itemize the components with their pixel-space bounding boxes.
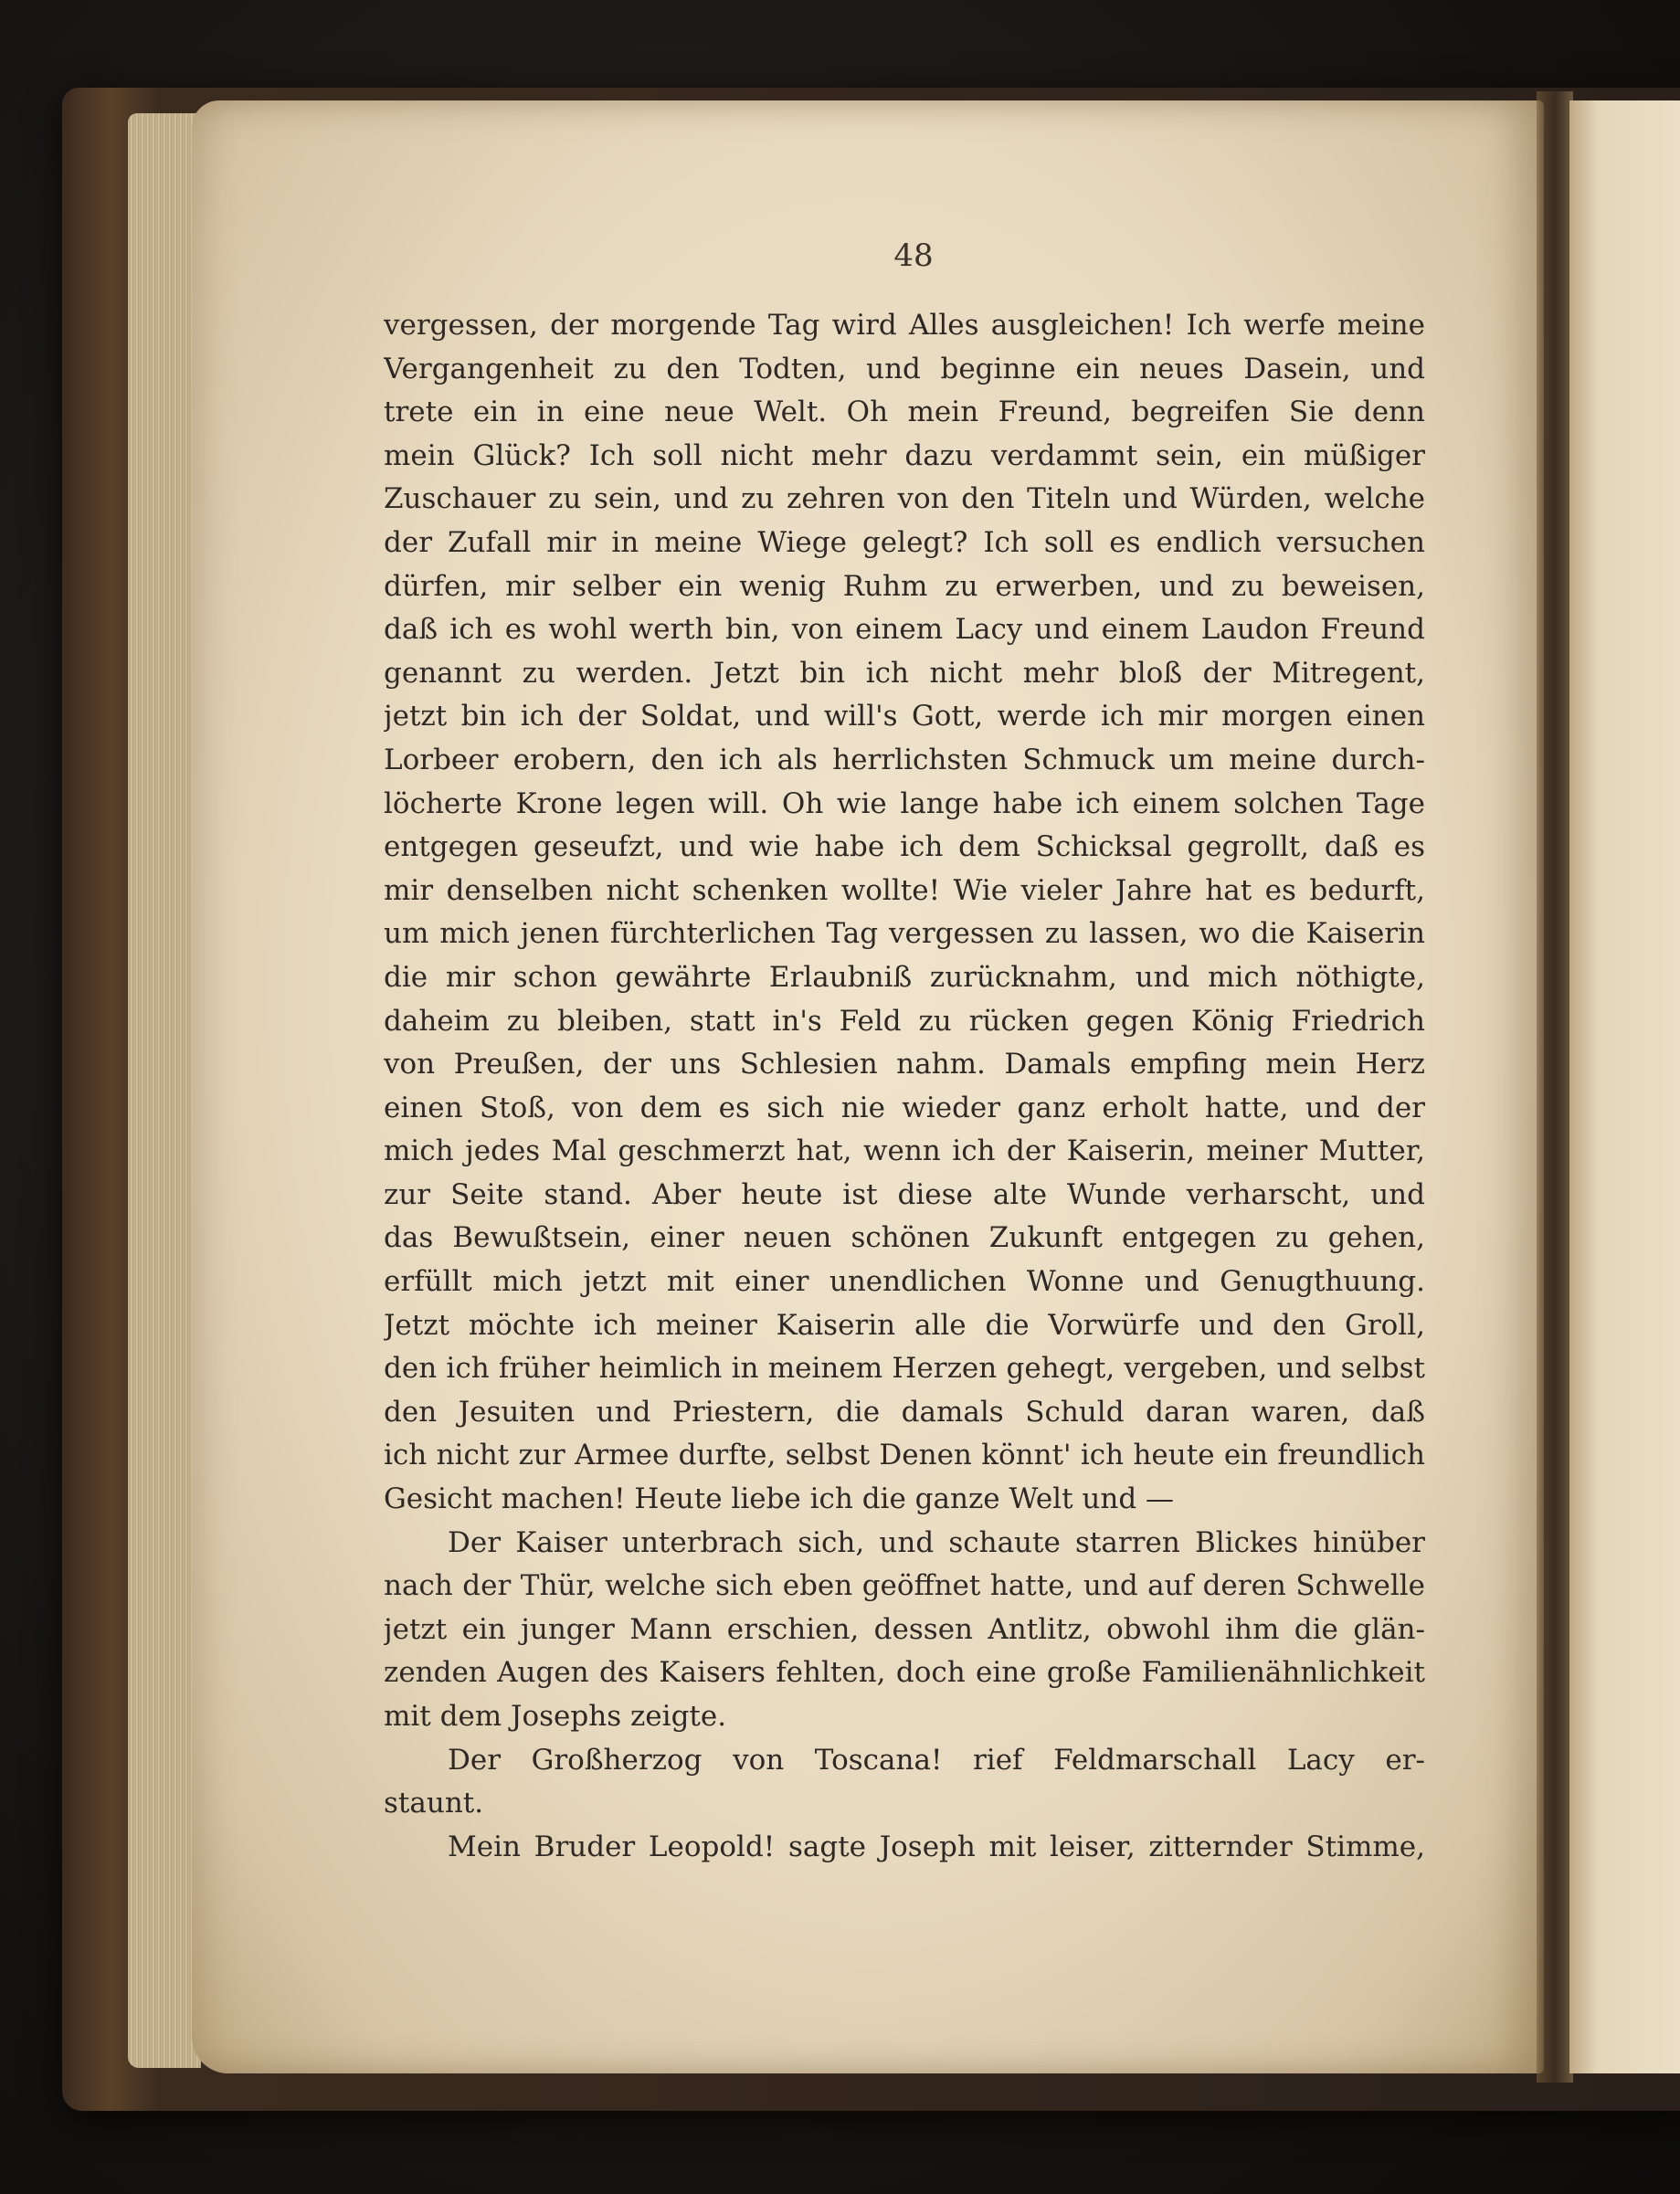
text-line: ich nicht zur Armee durfte, selbst Denen könnt' ich heute ein freundlich (384, 1439, 1425, 1472)
text-line: Mein Bruder Leopold! sagte Joseph mit leiser, zitternder Stimme, (448, 1830, 1425, 1863)
text-line: genannt zu werden. Jetzt bin ich nicht mehr bloß der Mitregent, (384, 656, 1425, 690)
text-line: zenden Augen des Kaisers fehlten, doch eine große Familienähnlichkeit (384, 1656, 1425, 1690)
text-line: zur Seite stand. Aber heute ist diese alte Wunde verharscht, und (384, 1177, 1425, 1211)
text-line: einen Stoß, von dem es sich nie wieder ganz erholt hatte, und der (384, 1091, 1425, 1124)
text-line: nach der Thür, welche sich eben geöffnet hatte, und auf deren Schwelle (384, 1569, 1425, 1603)
text-line: mich jedes Mal geschmerzt hat, wenn ich der Kaiserin, meiner Mutter, (384, 1134, 1425, 1168)
page-edges (128, 113, 201, 2068)
text-line: daß ich es wohl werth bin, von einem Lacy und einem Laudon Freund (384, 613, 1425, 647)
text-line: Der Kaiser unterbrach sich, und schaute starren Blickes hinüber (448, 1525, 1425, 1559)
text-line: Lorbeer erobern, den ich als herrlichsten Schmuck um meine durch- (384, 743, 1425, 776)
page-number: 48 (893, 237, 934, 274)
text-line: den Jesuiten und Priestern, die damals Schuld daran waren, daß (384, 1395, 1425, 1429)
text-line: Vergangenheit zu den Todten, und beginne ein neues Dasein, und (384, 352, 1425, 385)
text-line: um mich jenen fürchterlichen Tag vergessen zu lassen, wo die Kaiserin (384, 917, 1425, 951)
text-line: Zuschauer zu sein, und zu zehren von den Titeln und Würden, welche (384, 482, 1425, 516)
text-line: jetzt ein junger Mann erschien, dessen Antlitz, obwohl ihm die glän- (384, 1612, 1425, 1646)
text-line: trete ein in eine neue Welt. Oh mein Freund, begreifen Sie denn (384, 396, 1425, 429)
text-line: Der Großherzog von Toscana! rief Feldmarschall Lacy er- (448, 1743, 1425, 1777)
text-line: den ich früher heimlich in meinem Herzen gehegt, vergeben, und selbst (384, 1352, 1425, 1386)
text-line: Gesicht machen! Heute liebe ich die ganze Welt und — (384, 1482, 1175, 1516)
text-line: von Preußen, der uns Schlesien nahm. Damals empfing mein Herz (384, 1048, 1425, 1081)
text-line: löcherte Krone legen will. Oh wie lange habe ich einem solchen Tage (384, 786, 1425, 820)
text-line: daheim zu bleiben, statt in's Feld zu rücken gegen König Friedrich (384, 1004, 1425, 1038)
text-line: entgegen geseufzt, und wie habe ich dem Schicksal gegrollt, daß es (384, 830, 1425, 864)
text-line: Jetzt möchte ich meiner Kaiserin alle die Vorwürfe und den Groll, (384, 1308, 1425, 1342)
text-line: der Zufall mir in meine Wiege gelegt? Ich soll es endlich versuchen (384, 525, 1425, 559)
text-line: jetzt bin ich der Soldat, und will's Gott, werde ich mir morgen einen (384, 700, 1425, 733)
text-line: erfüllt mich jetzt mit einer unendlichen Wonne und Genugthuung. (384, 1265, 1425, 1299)
text-line: die mir schon gewährte Erlaubniß zurücknahm, und mich nöthigte, (384, 960, 1425, 994)
text-line: mir denselben nicht schenken wollte! Wie vieler Jahre hat es bedurft, (384, 873, 1425, 907)
body-text (384, 304, 1425, 1869)
text-line: staunt. (384, 1787, 484, 1820)
right-page (1569, 100, 1680, 2073)
text-line: dürfen, mir selber ein wenig Ruhm zu erwerben, und zu beweisen, (384, 569, 1425, 603)
text-line: das Bewußtsein, einer neuen schönen Zukunft entgegen zu gehen, (384, 1221, 1425, 1255)
text-line: mein Glück? Ich soll nicht mehr dazu verdammt sein, ein müßiger (384, 438, 1425, 472)
text-line: mit dem Josephs zeigte. (384, 1700, 727, 1733)
book-gutter (1537, 91, 1573, 2083)
text-line: vergessen, der morgende Tag wird Alles ausgleichen! Ich werfe meine (384, 309, 1425, 342)
